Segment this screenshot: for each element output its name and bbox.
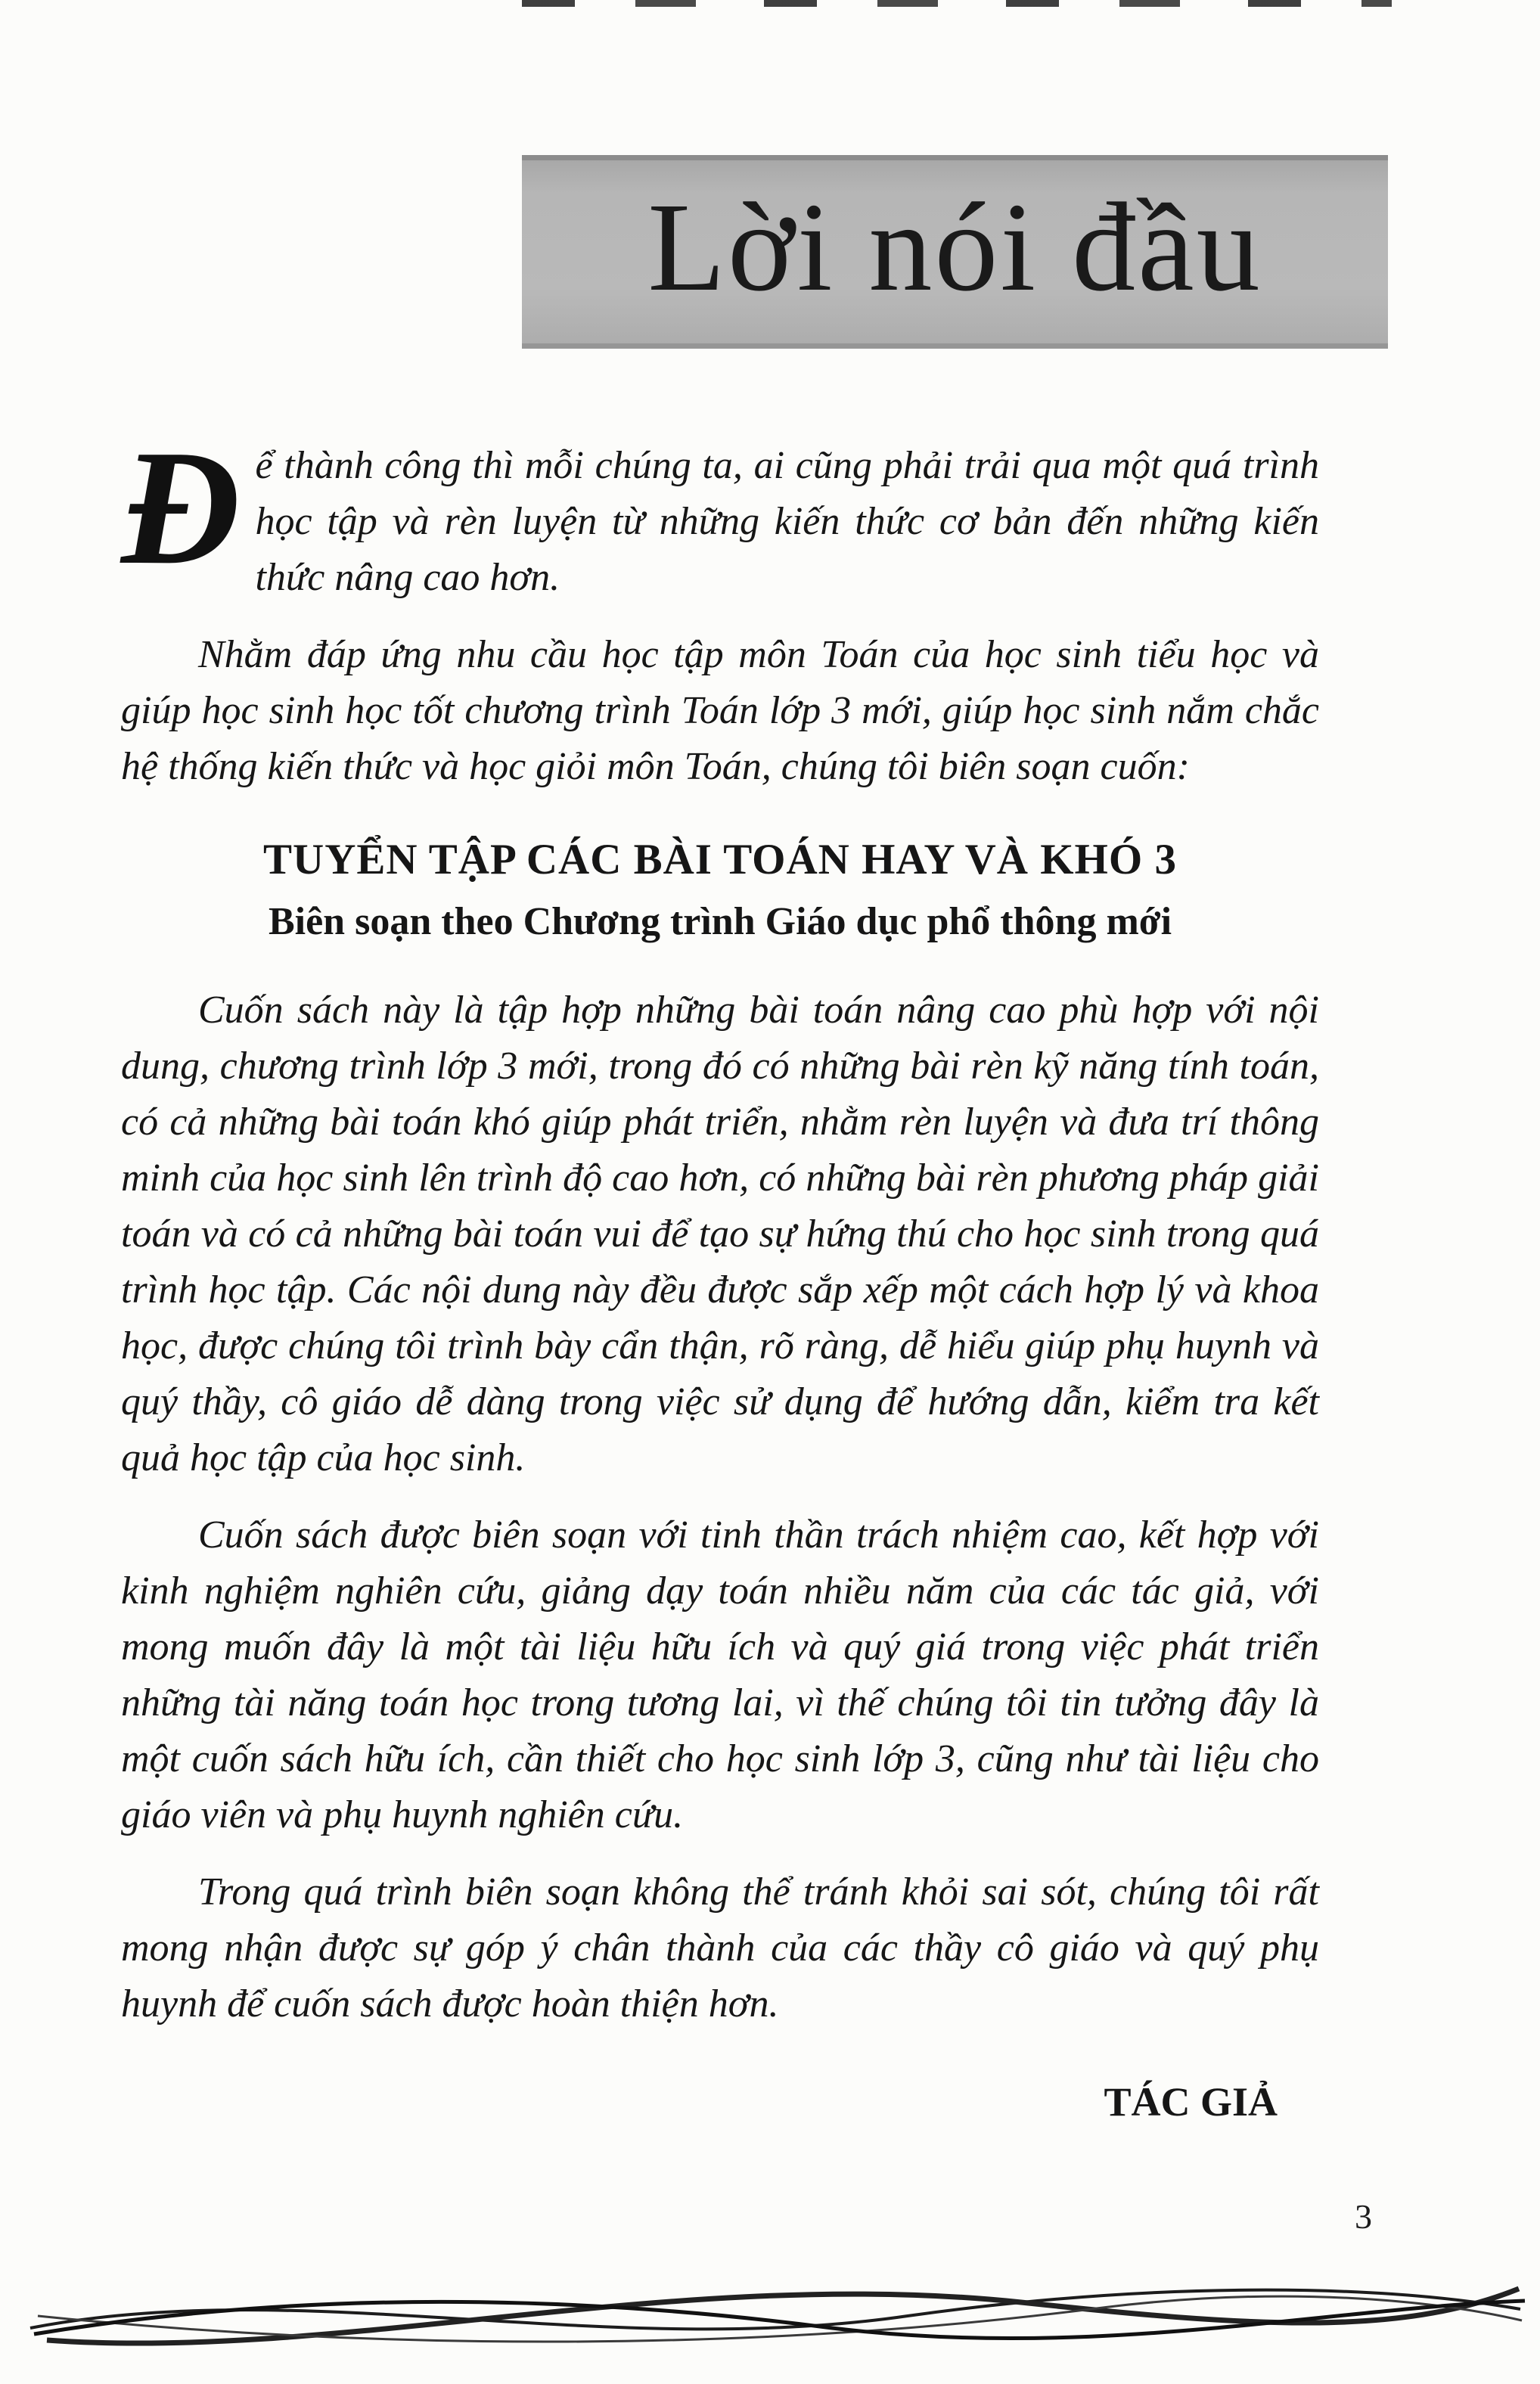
decorative-waves xyxy=(0,2237,1540,2373)
paragraph-4: Cuốn sách được biên soạn với tinh thần trách nhiệm cao, kết hợp với kinh nghiệm nghiên cứu, giảng dạy toán nhiều năm của các tác giả, với mong muốn đây là một tài liệu hữu ích và quý giá trong việc phát triển những tài năng toán học trong tương lai, vì thế chúng tôi tin tưởng đây là một cuốn sách hữu ích, cần thiết cho học sinh lớp 3, cũng như tài liệu cho giáo viên và phụ huynh nghiên cứu. xyxy=(121,1513,1319,1836)
paragraph-2: Nhằm đáp ứng nhu cầu học tập môn Toán của học sinh tiểu học và giúp học sinh học tốt chương trình Toán lớp 3 mới, giúp học sinh nắm chắc hệ thống kiến thức và học giỏi môn Toán, chúng tôi biên soạn cuốn: xyxy=(121,633,1319,788)
dropcap-letter: Đ xyxy=(121,417,241,599)
title-banner xyxy=(522,155,1388,349)
paragraph-3: Cuốn sách này là tập hợp những bài toán nâng cao phù hợp với nội dung, chương trình lớp 3 mới, trong đó có những bài rèn kỹ năng tính toán, có cả những bài toán khó giúp phát triển, nhằm rèn luyện và đưa trí thông minh của học sinh lên trình độ cao hơn, có những bài rèn phương pháp giải toán và có cả những bài toán vui để tạo sự hứng thú cho học sinh trong quá trình học tập. Các nội dung này đều được sắp xếp một cách hợp lý và khoa học, được chúng tôi trình bày cẩn thận, rõ ràng, dễ hiểu giúp phụ huynh và quý thầy, cô giáo dễ dàng trong việc sử dụng để hướng dẫn, kiểm tra kết quả học tập của học sinh. xyxy=(121,989,1319,1479)
book-title-line-1: TUYỂN TẬP CÁC BÀI TOÁN HAY VÀ KHÓ 3 xyxy=(263,836,1177,883)
paragraph-1 xyxy=(121,417,1319,606)
author-signature: TÁC GIẢ xyxy=(1104,2079,1278,2125)
paragraph-5: Trong quá trình biên soạn không thể tránh khỏi sai sót, chúng tôi rất mong nhận được sự góp ý chân thành của các thầy cô giáo và quý phụ huynh để cuốn sách được hoàn thiện hơn. xyxy=(121,1870,1319,2025)
paragraph-1-text: ể thành công thì mỗi chúng ta, ai cũng phải trải qua một quá trình học tập và rèn luyện từ những kiến thức cơ bản đến những kiến thức nâng cao hơn. xyxy=(255,444,1319,599)
scan-artifact xyxy=(522,0,1392,7)
book-title-block xyxy=(121,828,1319,952)
book-title-line-2: Biên soạn theo Chương trình Giáo dục phổ thông mới xyxy=(268,900,1172,943)
preface-content xyxy=(0,349,1540,2130)
page-number: 3 xyxy=(1355,2197,1372,2236)
page-title: Lời nói đầu xyxy=(647,177,1262,318)
